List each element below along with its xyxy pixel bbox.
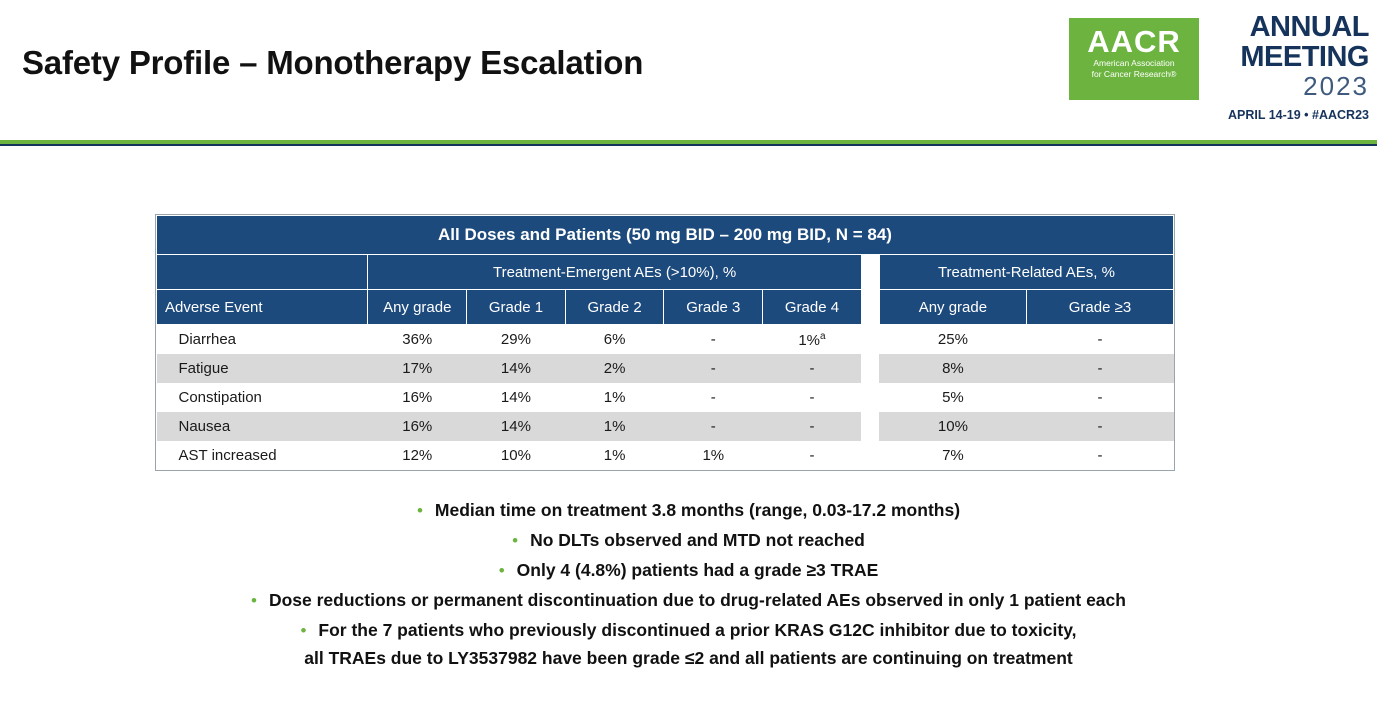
bullet-text: No DLTs observed and MTD not reached [530, 530, 865, 550]
cell-teae-g2: 1% [565, 412, 664, 441]
cell-teae-g2: 2% [565, 354, 664, 383]
cell-trae-any: 5% [879, 383, 1026, 412]
list-item [0, 620, 1377, 641]
aacr-logo [1069, 12, 1369, 130]
aacr-logo-wordmark: AACR [1087, 24, 1181, 59]
column-header-teae-grade-3: Grade 3 [664, 290, 763, 325]
cell-teae-g4: - [763, 354, 862, 383]
cell-gap [861, 325, 879, 355]
cell-teae-g3: - [664, 325, 763, 355]
cell-teae-g4: - [763, 412, 862, 441]
cell-trae-g3plus: - [1026, 325, 1173, 355]
meeting-year: 2023 [1303, 71, 1369, 101]
table-column-header-row [157, 290, 1174, 325]
cell-teae-g3: - [664, 354, 763, 383]
cell-event: Nausea [157, 412, 368, 441]
cell-gap [861, 441, 879, 470]
cell-teae-any: 16% [368, 383, 467, 412]
table-row [157, 325, 1174, 355]
column-header-trae-any-grade: Any grade [879, 290, 1026, 325]
table-row [157, 354, 1174, 383]
meeting-dates: APRIL 14-19 • #AACR23 [1227, 108, 1369, 122]
bullet-text: all TRAEs due to LY3537982 have been grade ≤2 and all patients are continuing on treatment [304, 648, 1073, 668]
cell-teae-g1: 14% [467, 412, 566, 441]
cell-trae-any: 7% [879, 441, 1026, 470]
aacr-logo-mark [1069, 18, 1199, 100]
bullet-text: Only 4 (4.8%) patients had a grade ≥3 TRAE [516, 560, 879, 580]
table-group-header-row [157, 255, 1174, 290]
list-item [0, 560, 1377, 581]
column-header-teae-grade-1: Grade 1 [467, 290, 566, 325]
list-item [0, 590, 1377, 611]
cell-event: Diarrhea [157, 325, 368, 355]
cell-trae-g3plus: - [1026, 441, 1173, 470]
footnote-marker-a: a [820, 330, 826, 342]
bullet-icon: • [251, 591, 257, 610]
list-item-continuation [0, 648, 1377, 669]
table-title-row [157, 216, 1174, 255]
cell-trae-any: 10% [879, 412, 1026, 441]
cell-event: Fatigue [157, 354, 368, 383]
cell-trae-g3plus: - [1026, 383, 1173, 412]
bullet-text: For the 7 patients who previously discontinued a prior KRAS G12C inhibitor due to toxicity, [318, 620, 1077, 640]
cell-teae-any: 36% [368, 325, 467, 355]
cell-gap [861, 412, 879, 441]
group-header-trae: Treatment-Related AEs, % [879, 255, 1173, 290]
table-row [157, 412, 1174, 441]
cell-teae-g2: 1% [565, 383, 664, 412]
header-rule-navy [0, 144, 1377, 146]
list-item [0, 500, 1377, 521]
table-title: All Doses and Patients (50 mg BID – 200 mg BID, N = 84) [157, 216, 1174, 255]
summary-bullets [0, 500, 1377, 678]
cell-teae-g3: - [664, 412, 763, 441]
column-header-adverse-event: Adverse Event [157, 290, 368, 325]
bullet-icon: • [300, 621, 307, 640]
cell-teae-g1: 14% [467, 354, 566, 383]
cell-teae-any: 12% [368, 441, 467, 470]
cell-teae-any: 17% [368, 354, 467, 383]
cell-teae-g2: 6% [565, 325, 664, 355]
cell-teae-g1: 29% [467, 325, 566, 355]
cell-teae-g1: 10% [467, 441, 566, 470]
cell-trae-any: 8% [879, 354, 1026, 383]
column-header-teae-grade-2: Grade 2 [565, 290, 664, 325]
bullet-text: Dose reductions or permanent discontinuation due to drug-related AEs observed in only 1 patient each [268, 590, 1126, 610]
cell-teae-g3: 1% [664, 441, 763, 470]
cell-trae-g3plus: - [1026, 412, 1173, 441]
column-header-gap [861, 290, 879, 325]
group-header-gap [861, 255, 879, 290]
adverse-events-table [155, 214, 1175, 471]
bullet-icon: • [512, 531, 519, 550]
annual-meeting-text [1207, 12, 1369, 100]
cell-teae-any: 16% [368, 412, 467, 441]
bullet-text: Median time on treatment 3.8 months (range, 0.03-17.2 months) [434, 500, 961, 520]
aacr-logo-subtitle-line1: American Association [1093, 58, 1175, 68]
cell-teae-g4: - [763, 441, 862, 470]
annual-label: ANNUAL [1249, 11, 1369, 43]
meeting-label: MEETING [1240, 41, 1369, 73]
column-header-teae-grade-4: Grade 4 [763, 290, 862, 325]
table-row [157, 441, 1174, 470]
cell-gap [861, 354, 879, 383]
cell-trae-any: 25% [879, 325, 1026, 355]
cell-gap [861, 383, 879, 412]
cell-teae-g4: - [763, 383, 862, 412]
column-header-teae-any-grade: Any grade [368, 290, 467, 325]
list-item [0, 530, 1377, 551]
column-header-trae-grade-3plus: Grade ≥3 [1026, 290, 1173, 325]
aacr-logo-subtitle-line2: for Cancer Research® [1091, 69, 1177, 79]
bullet-icon: • [416, 501, 423, 520]
page-title: Safety Profile – Monotherapy Escalation [22, 44, 644, 81]
table-row [157, 383, 1174, 412]
cell-teae-g1: 14% [467, 383, 566, 412]
cell-teae-g2: 1% [565, 441, 664, 470]
bullet-icon: • [498, 561, 505, 580]
group-header-teae: Treatment-Emergent AEs (>10%), % [368, 255, 861, 290]
cell-event: Constipation [157, 383, 368, 412]
cell-teae-g4 [763, 325, 862, 355]
cell-event: AST increased [157, 441, 368, 470]
cell-teae-g3: - [664, 383, 763, 412]
group-header-spacer [157, 255, 368, 290]
cell-teae-g4-value: 1% [798, 331, 821, 349]
cell-trae-g3plus: - [1026, 354, 1173, 383]
